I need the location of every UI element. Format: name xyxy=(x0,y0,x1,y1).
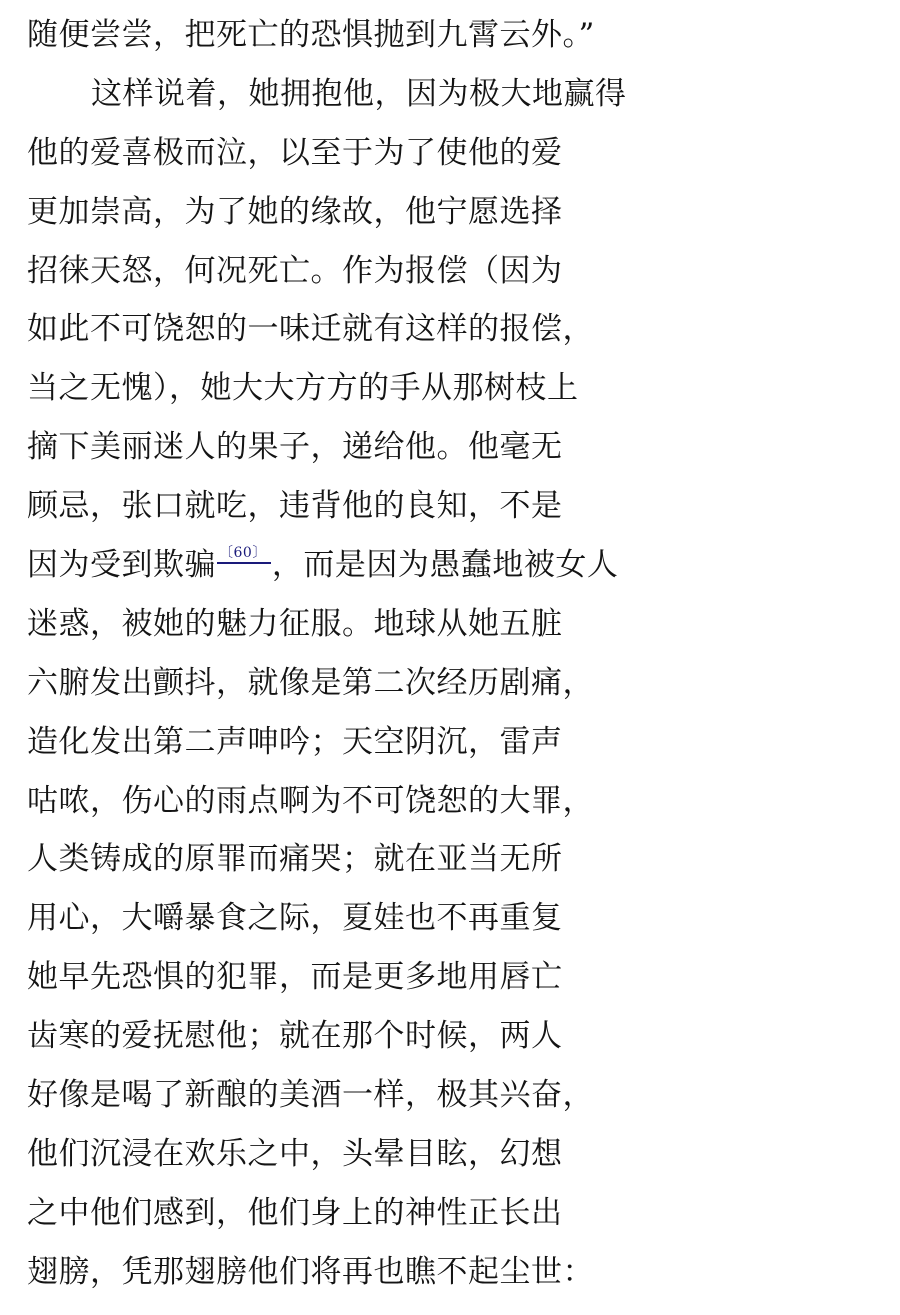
text-line-18 xyxy=(27,1007,887,1066)
line-text: 六腑发出颤抖，就像是第二次经历剧痛， xyxy=(27,664,594,701)
line-text: 之中他们感到，他们身上的神性正长出 xyxy=(27,1194,563,1231)
line-text: 造化发出第二声呻吟；天空阴沉，雷声 xyxy=(27,723,563,760)
text-line-20 xyxy=(27,1125,887,1184)
text-line-6 xyxy=(27,300,887,359)
text-line-22 xyxy=(27,1243,887,1302)
text-line-21 xyxy=(27,1184,887,1243)
line-text: 翅膀，凭那翅膀他们将再也瞧不起尘世： xyxy=(27,1253,594,1290)
line-text: 当之无愧），她大大方方的手从那树枝上 xyxy=(27,370,579,407)
line-text: 她早先恐惧的犯罪，而是更多地用唇亡 xyxy=(27,959,563,996)
line-text: 如此不可饶恕的一味迁就有这样的报偿， xyxy=(27,311,594,348)
text-line-8 xyxy=(27,418,887,477)
text-line-15 xyxy=(27,830,887,889)
footnote-reference-link[interactable]: 〔60〕 xyxy=(217,546,271,564)
text-line-12 xyxy=(27,654,887,713)
text-line-17 xyxy=(27,948,887,1007)
text-line-1 xyxy=(27,6,887,65)
body-text xyxy=(27,6,887,1302)
text-line-11 xyxy=(27,595,887,654)
line-text: 摘下美丽迷人的果子，递给他。他毫无 xyxy=(27,429,563,466)
text-line-19 xyxy=(27,1066,887,1125)
text-line-5 xyxy=(27,242,887,301)
line-text: 这样说着，她拥抱他，因为极大地赢得 xyxy=(91,75,627,112)
line-text-after-footnote: ，而是因为愚蠢地被女人 xyxy=(271,547,619,584)
line-text: 随便尝尝，把死亡的恐惧抛到九霄云外。” xyxy=(27,17,595,53)
line-text: 齿寒的爱抚慰他；就在那个时候，两人 xyxy=(27,1018,563,1055)
line-text: 好像是喝了新酿的美酒一样，极其兴奋， xyxy=(27,1077,594,1114)
line-text: 他的爱喜极而泣，以至于为了使他的爱 xyxy=(27,134,563,171)
line-text-before-footnote: 因为受到欺骗 xyxy=(27,547,216,584)
text-line-4 xyxy=(27,183,887,242)
line-text: 人类铸成的原罪而痛哭；就在亚当无所 xyxy=(27,841,563,878)
text-line-10 xyxy=(27,536,887,595)
line-text: 迷惑，被她的魅力征服。地球从她五脏 xyxy=(27,605,563,642)
line-text: 招徕天怒，何况死亡。作为报偿（因为 xyxy=(27,252,563,289)
text-line-14 xyxy=(27,772,887,831)
line-text: 用心，大嚼暴食之际，夏娃也不再重复 xyxy=(27,900,563,937)
text-line-9 xyxy=(27,477,887,536)
line-text: 他们沉浸在欢乐之中，头晕目眩，幻想 xyxy=(27,1135,563,1172)
text-line-16 xyxy=(27,889,887,948)
line-text: 更加崇高，为了她的缘故，他宁愿选择 xyxy=(27,193,563,230)
line-text: 咕哝，伤心的雨点啊为不可饶恕的大罪， xyxy=(27,782,594,819)
text-line-7 xyxy=(27,359,887,418)
line-text: 顾忌，张口就吃，违背他的良知，不是 xyxy=(27,488,563,525)
text-line-13 xyxy=(27,713,887,772)
text-line-2 xyxy=(27,65,887,124)
text-line-3 xyxy=(27,124,887,183)
